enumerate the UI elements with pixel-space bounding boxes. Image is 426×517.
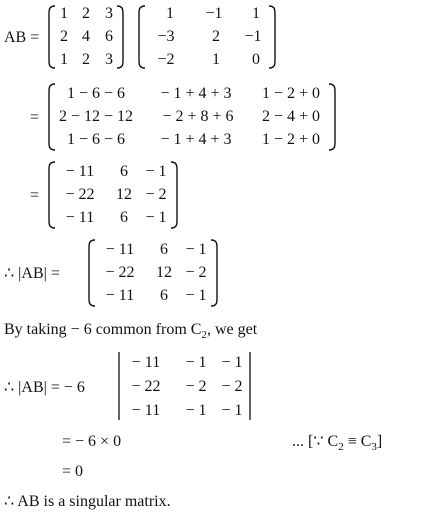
matrix-b-cell: 1: [166, 5, 174, 22]
common-factor-text-main: By taking − 6 common from C: [4, 321, 202, 338]
product-expanded-cell: − 2 + 8 + 6: [162, 108, 234, 125]
matrix-b-cell: 0: [252, 51, 260, 68]
matrix-b-cell: 1: [212, 51, 220, 68]
det-ab-factored-label: ∴ |AB| = − 6: [4, 379, 85, 396]
determinant-cell: − 1: [185, 402, 207, 419]
product-result-cell: − 11: [65, 209, 95, 226]
product-zero-line: = − 6 × 0: [62, 433, 122, 450]
matrix-a-cell: 4: [82, 28, 90, 45]
equals-sign-2: =: [30, 187, 40, 204]
matrix-b: [136, 4, 278, 70]
common-factor-text-tail: , we get: [206, 321, 258, 338]
determinant-matrix: [116, 350, 254, 422]
product-result-cell: − 22: [65, 186, 95, 203]
common-factor-text-sub: 2: [201, 329, 207, 342]
reason-suffix: ]: [376, 433, 383, 450]
det-ab-cell: 6: [160, 287, 168, 304]
reason-sub-2: 3: [371, 441, 377, 454]
zero-line: = 0: [62, 463, 84, 480]
product-expanded-cell: 1 − 2 + 0: [261, 85, 321, 102]
product-expanded-cell: − 1 + 4 + 3: [160, 85, 232, 102]
det-ab-cell: − 2: [185, 264, 207, 281]
matrix-a-cell: 6: [105, 28, 113, 45]
determinant-cell: − 11: [131, 402, 161, 419]
matrix-b-cell: −1: [205, 5, 223, 22]
ab-label: AB =: [4, 29, 40, 46]
matrix-a-cell: 2: [82, 51, 90, 68]
product-expanded-cell: 1 − 6 − 6: [66, 85, 126, 102]
reason-prefix: ... [∵ C: [292, 433, 339, 450]
product-result-cell: − 11: [65, 163, 95, 180]
product-expanded-cell: 1 − 2 + 0: [261, 131, 321, 148]
common-factor-text: [4, 321, 258, 342]
determinant-cell: − 2: [185, 378, 207, 395]
matrix-product-result: [46, 160, 180, 230]
determinant-cell: − 22: [131, 378, 161, 395]
det-ab-cell: 12: [156, 264, 172, 281]
matrix-b-cell: −2: [157, 51, 175, 68]
reason-sub-1: 2: [338, 441, 344, 454]
determinant-cell: − 1: [221, 402, 243, 419]
conclusion: ∴ AB is a singular matrix.: [4, 493, 171, 510]
matrix-b-cell: −1: [244, 28, 262, 45]
product-result-cell: − 1: [145, 163, 167, 180]
determinant-cell: − 1: [185, 354, 207, 371]
matrix-b-cell: 1: [252, 5, 260, 22]
matrix-b-cell: −3: [157, 28, 175, 45]
matrix-a-cell: 1: [60, 5, 68, 22]
product-expanded-cell: − 1 + 4 + 3: [160, 131, 232, 148]
matrix-a-cell: 2: [60, 28, 68, 45]
determinant-cell: − 1: [221, 354, 243, 371]
product-result-cell: − 2: [145, 186, 167, 203]
product-result-cell: 6: [120, 209, 128, 226]
matrix-product-expanded: [46, 82, 338, 152]
reason-note: [292, 433, 383, 454]
product-result-cell: 6: [120, 163, 128, 180]
matrix-a-cell: 3: [105, 51, 113, 68]
det-ab-cell: − 11: [105, 241, 135, 258]
equals-sign-1: =: [30, 109, 40, 126]
matrix-a-cell: 3: [105, 5, 113, 22]
det-ab-cell: 6: [160, 241, 168, 258]
product-result-cell: − 1: [145, 209, 167, 226]
matrix-a: [46, 4, 126, 70]
det-ab-cell: − 1: [185, 241, 207, 258]
product-expanded-cell: 2 − 4 + 0: [261, 108, 321, 125]
matrix-b-cell: 2: [212, 28, 220, 45]
det-ab-cell: − 11: [105, 287, 135, 304]
det-ab-cell: − 22: [105, 264, 135, 281]
det-ab-matrix: [86, 238, 220, 308]
determinant-cell: − 2: [221, 378, 243, 395]
det-ab-cell: − 1: [185, 287, 207, 304]
det-ab-label: ∴ |AB| =: [4, 265, 60, 282]
determinant-cell: − 11: [131, 354, 161, 371]
product-result-cell: 12: [116, 186, 132, 203]
reason-mid: ≡ C: [343, 433, 372, 450]
matrix-a-cell: 2: [82, 5, 90, 22]
product-expanded-cell: 1 − 6 − 6: [66, 131, 126, 148]
matrix-a-cell: 1: [60, 51, 68, 68]
product-expanded-cell: 2 − 12 − 12: [58, 108, 134, 125]
